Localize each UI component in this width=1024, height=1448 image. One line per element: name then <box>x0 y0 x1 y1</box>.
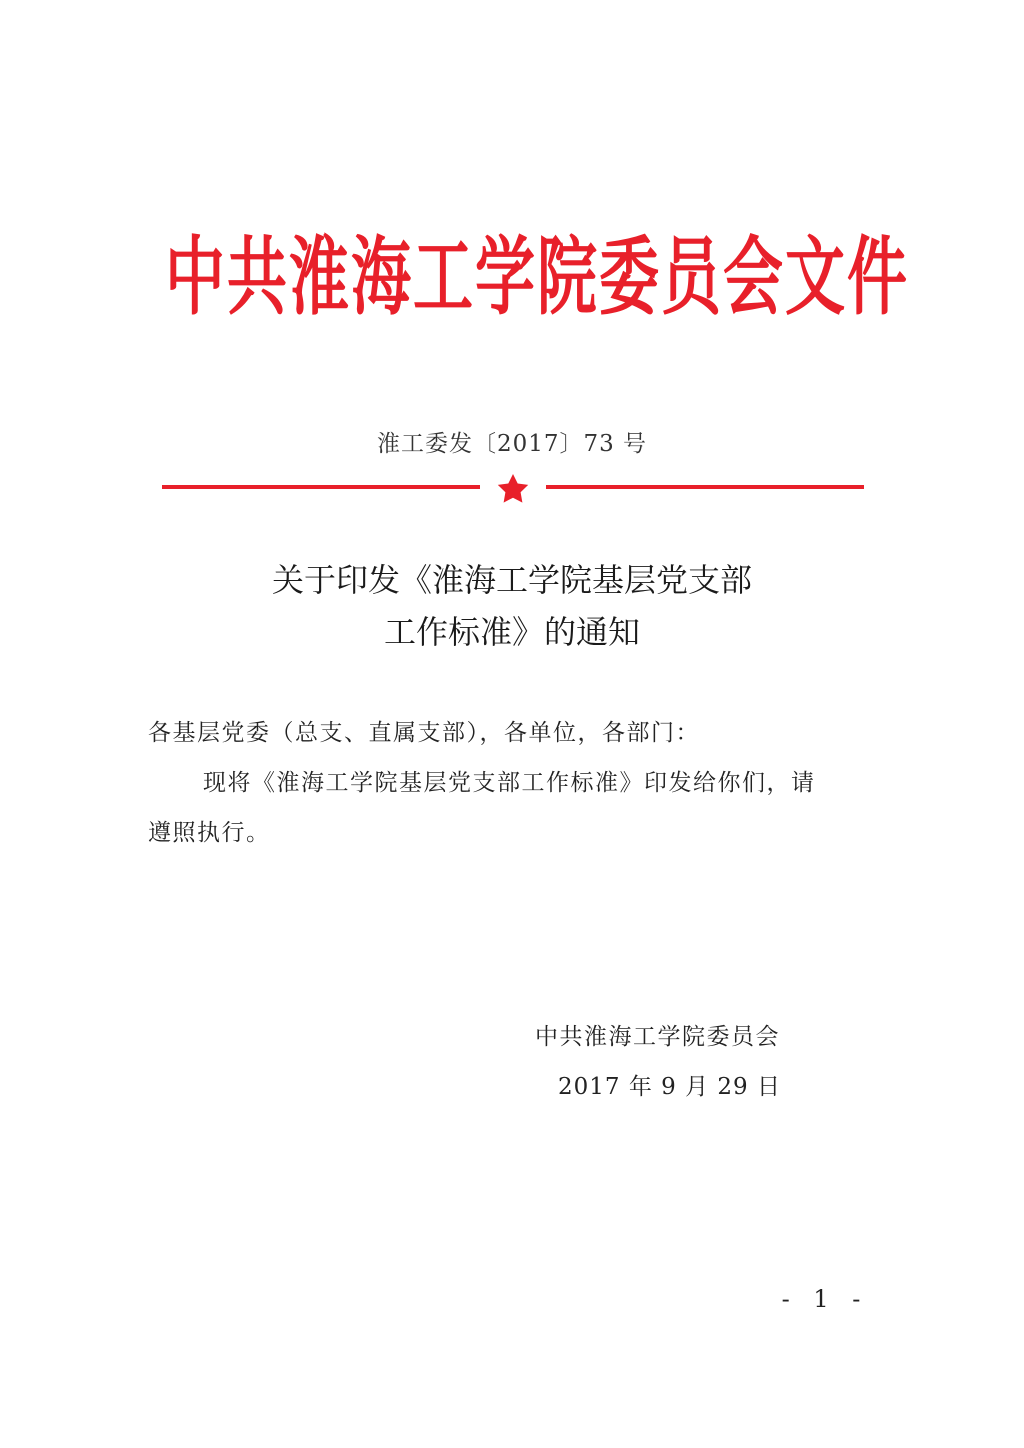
divider-line-left <box>162 485 480 489</box>
page-number: - 1 - <box>781 1285 869 1313</box>
signature-date: 2017 年 9 月 29 日 <box>558 1074 781 1100</box>
notice-title <box>0 554 1024 658</box>
notice-title-line-2: 工作标准》的通知 <box>383 613 640 651</box>
notice-title-line-1: 关于印发《淮海工学院基层党支部 <box>271 561 752 599</box>
red-header-title: 中共淮海工学院委员会文件 <box>165 228 909 328</box>
body-paragraph <box>148 758 888 858</box>
red-divider <box>162 472 864 506</box>
star-icon <box>498 474 528 503</box>
divider-line-right <box>546 485 864 489</box>
document-number: 淮工委发〔2017〕73 号 <box>376 431 648 457</box>
body-paragraph-line-1: 现将《淮海工学院基层党支部工作标准》印发给你们，请 <box>203 770 816 796</box>
body-paragraph-line-2: 遵照执行。 <box>148 820 271 846</box>
signature-organization: 中共淮海工学院委员会 <box>535 1024 780 1050</box>
salutation: 各基层党委（总支、直属支部），各单位，各部门： <box>148 720 700 746</box>
